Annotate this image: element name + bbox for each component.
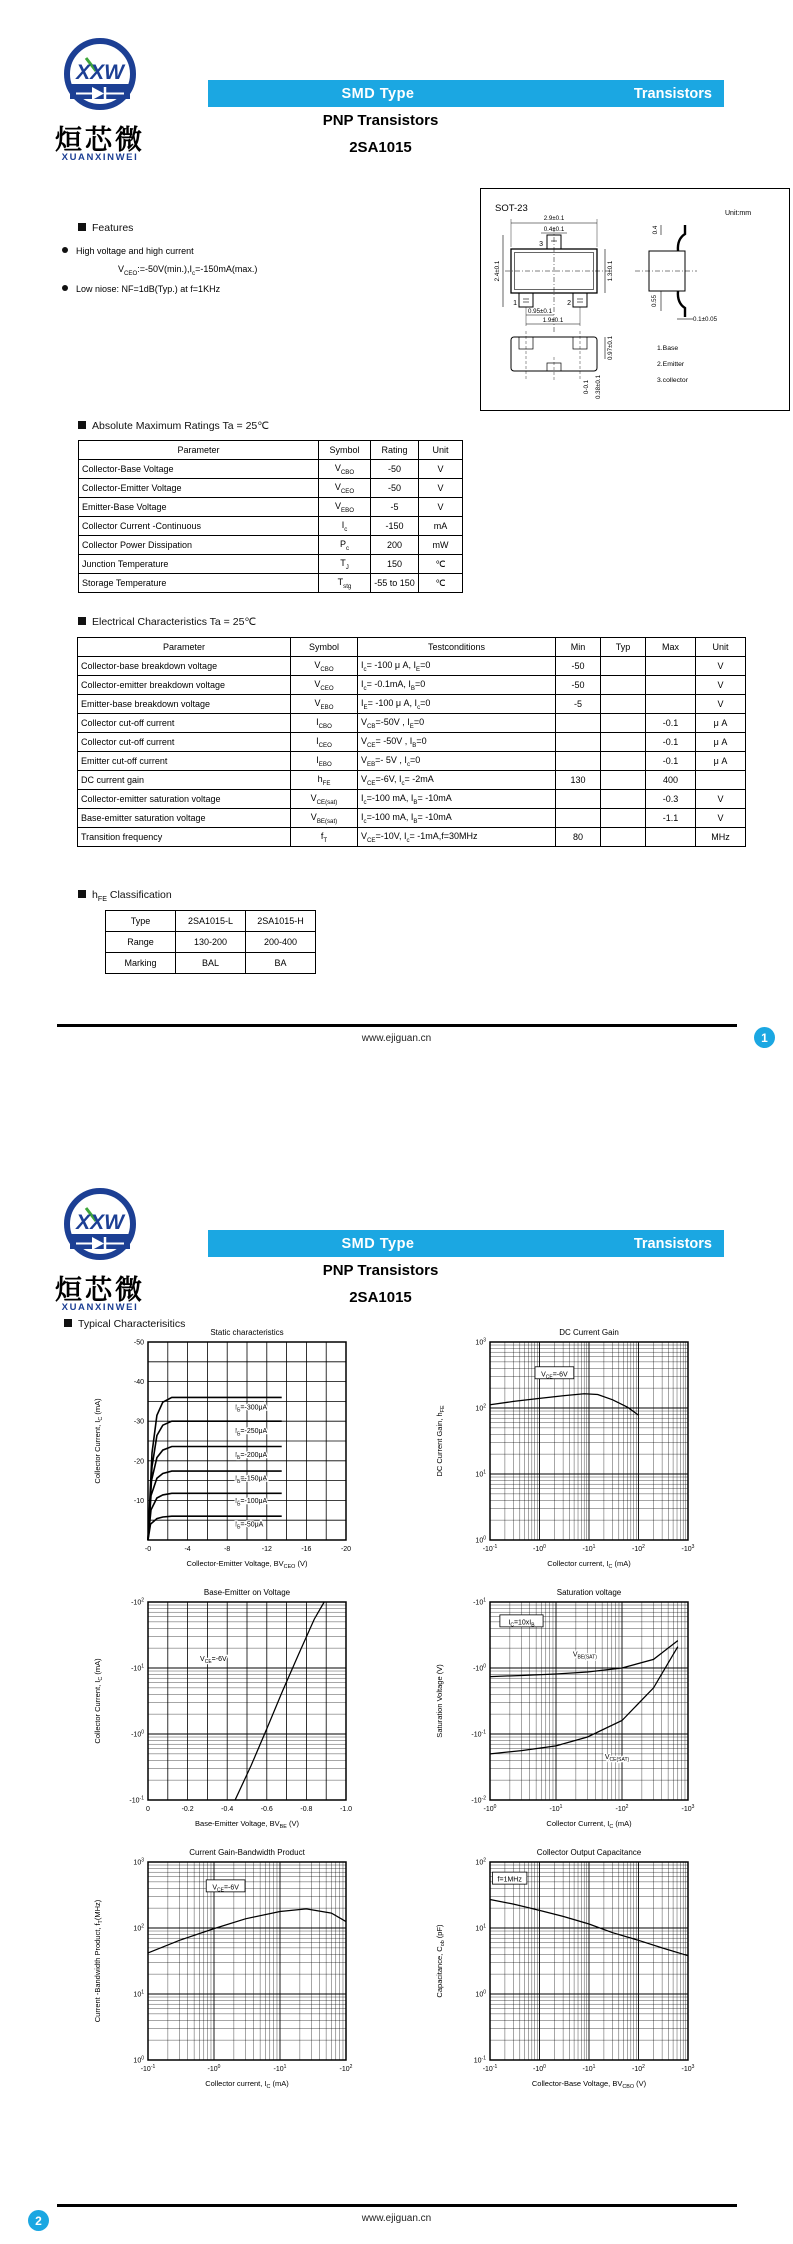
logo-text: XXW xyxy=(76,1211,124,1234)
svg-text:-10-1: $-10^{-1}$ xyxy=(482,2063,498,2073)
svg-text:DC Current Gain: DC Current Gain xyxy=(559,1328,619,1337)
header-bar-left: SMD Type xyxy=(341,1235,415,1252)
cell: Transition frequency xyxy=(78,828,291,847)
cell: V xyxy=(696,657,746,676)
svg-text:-101: $-10^1$ xyxy=(582,2063,596,2073)
cell: Collector Current -Continuous xyxy=(79,517,319,536)
svg-text:Collector-Base Voltage, BVCBO: Collector-Base Voltage, $BV_{CBO}$ (V) xyxy=(531,2079,647,2091)
cell: Marking xyxy=(106,953,176,974)
column-header: Min xyxy=(556,638,601,657)
chart-dc-current-gain xyxy=(430,1326,730,1588)
svg-text:Collector Current, IC (mA): Collector Current, $I_C$ (mA) xyxy=(93,1658,105,1744)
svg-text:Current -Bandwidth Product, fT: Current -Bandwidth Product, $f_T(MHz)$ xyxy=(93,1899,105,2023)
cell: -55 to 150 xyxy=(371,574,419,593)
svg-text:-16: -16 xyxy=(301,1546,312,1553)
cell: ℃ xyxy=(419,555,463,574)
cell: BAL xyxy=(176,953,246,974)
column-header: Testconditions xyxy=(358,638,556,657)
package-name: SOT-23 xyxy=(495,203,528,214)
cell: $V_{BE(sat)}$ xyxy=(291,809,358,828)
svg-text:-40: -40 xyxy=(133,1379,144,1387)
svg-text:-0: -0 xyxy=(144,1546,152,1553)
svg-text:-100: $-10^0$ xyxy=(131,1729,144,1739)
cell: $I_c= -100$ μ A, $I_E=0$ xyxy=(358,657,556,676)
svg-text:102: $10^2$ xyxy=(133,1923,144,1933)
svg-text:-100: $-10^0$ xyxy=(483,1803,497,1813)
cell xyxy=(601,771,646,790)
svg-text:103: $10^3$ xyxy=(133,1857,144,1867)
cell: $I_c= -0.1mA$, $I_B=0$ xyxy=(358,676,556,695)
svg-text:Base-Emitter on Voltage: Base-Emitter on Voltage xyxy=(203,1588,291,1597)
ec-heading: Electrical Characteristics Ta = 25℃ xyxy=(78,616,256,628)
feature-sub-item: $V_{CEO}:=-50V(\min.),I_c=-150mA(\max.)$ xyxy=(118,264,258,277)
header-bar-left: SMD Type xyxy=(341,85,415,102)
svg-text:f=1MHz: f=1MHz xyxy=(497,1876,522,1884)
svg-text:Collector current, IC (mA): Collector current, $I_C$ (mA) xyxy=(547,1559,631,1571)
svg-text:10-1: $10^{-1}$ xyxy=(473,2055,486,2065)
cell xyxy=(556,733,601,752)
header-bar xyxy=(208,1230,724,1257)
cell: 130-200 xyxy=(176,932,246,953)
cell: 200-400 xyxy=(246,932,316,953)
pin2-label: 2 xyxy=(567,300,571,307)
cell: -50 xyxy=(556,676,601,695)
amr-heading: Absolute Maximum Ratings Ta = 25℃ xyxy=(78,420,269,432)
svg-text:-1.0: -1.0 xyxy=(339,1806,353,1813)
table-row xyxy=(79,574,463,593)
svg-text:-102: $-10^2$ xyxy=(615,1803,629,1813)
svg-text:VCE(SAT): $V_{CE(SAT)}$ xyxy=(604,1753,630,1764)
cell: V xyxy=(696,809,746,828)
hfe-table xyxy=(105,910,316,974)
svg-text:-100: $-10^0$ xyxy=(207,2063,221,2073)
doc-title: PNP Transistors xyxy=(322,112,439,129)
svg-text:-101: $-10^1$ xyxy=(273,2063,287,2073)
table-row xyxy=(106,953,316,974)
cell: μ A xyxy=(696,733,746,752)
svg-text:IB=-100μA: $I_B=-100\mu A$ xyxy=(235,1498,268,1508)
cell: V xyxy=(419,498,463,517)
svg-text:Collector-Emitter Voltage, BVC: Collector-Emitter Voltage, $BV_{CEO}$ (V) xyxy=(186,1559,308,1571)
cell: Base-emitter saturation voltage xyxy=(78,809,291,828)
chart-saturation-voltage xyxy=(430,1586,730,1848)
svg-text:IC=10xIB: $I_C=10xI_B$ xyxy=(508,1619,535,1629)
svg-text:-10-2: $-10^{-2}$ xyxy=(471,1795,486,1805)
cell: $I_E= -100$ μ A, $I_c=0$ xyxy=(358,695,556,714)
dim-pad-width: 0.38±0.1 xyxy=(595,374,602,400)
header-bar xyxy=(208,80,724,107)
cell: Collector Power Dissipation xyxy=(79,536,319,555)
cell: Collector-emitter breakdown voltage xyxy=(78,676,291,695)
table-row xyxy=(78,752,746,771)
pin1-label: 1 xyxy=(513,300,517,307)
cell: V xyxy=(419,460,463,479)
svg-text:102: $10^2$ xyxy=(475,1857,486,1867)
cell xyxy=(601,733,646,752)
cell: V xyxy=(696,676,746,695)
cell xyxy=(601,790,646,809)
dim-lead-foot: 0.1±0.05 xyxy=(692,316,718,323)
svg-text:-100: $-10^0$ xyxy=(533,1543,546,1553)
svg-text:101: $10^1$ xyxy=(133,1989,144,1999)
cell: 80 xyxy=(556,828,601,847)
cell: $V_{CE(sat)}$ xyxy=(291,790,358,809)
table-row xyxy=(78,809,746,828)
cell: Collector-Base Voltage xyxy=(79,460,319,479)
cell: Collector cut-off current xyxy=(78,733,291,752)
cell xyxy=(646,657,696,676)
chart-static-characteristics xyxy=(88,1326,388,1588)
svg-text:Current Gain-Bandwidth Product: Current Gain-Bandwidth Product xyxy=(189,1848,305,1857)
package-drawing xyxy=(480,188,790,411)
brand-logo xyxy=(52,34,148,120)
chart-base-emitter-on-voltage xyxy=(88,1586,388,1848)
hfe-heading: $h_{FE}$ Classification xyxy=(78,889,172,903)
square-bullet-icon xyxy=(78,223,86,231)
footer-url: www.ejiguan.cn xyxy=(361,2213,432,2224)
svg-text:-102: $-10^2$ xyxy=(339,2063,353,2073)
column-header: Parameter xyxy=(79,441,319,460)
svg-text:-50: -50 xyxy=(133,1339,144,1347)
cell xyxy=(696,771,746,790)
part-number: 2SA1015 xyxy=(349,139,412,156)
typical-characteristics-heading: Typical Characterisitics xyxy=(64,1318,185,1330)
svg-text:IB=-300μA: $I_B=-300\mu A$ xyxy=(235,1404,268,1414)
table-row xyxy=(106,932,316,953)
column-header: Rating xyxy=(371,441,419,460)
svg-text:-101: $-10^1$ xyxy=(473,1597,486,1607)
dim-tab: 0-0.1 xyxy=(583,379,590,395)
svg-text:-101: $-10^1$ xyxy=(582,1543,596,1553)
column-header: Max xyxy=(646,638,696,657)
svg-text:-8: -8 xyxy=(224,1546,231,1553)
table-row xyxy=(79,517,463,536)
square-bullet-icon xyxy=(78,890,86,898)
svg-text:103: $10^3$ xyxy=(475,1337,486,1347)
svg-text:IB=-50μA: $I_B=-50\mu A$ xyxy=(235,1521,264,1531)
svg-text:-102: $-10^2$ xyxy=(632,2063,645,2073)
pin-legend-collector: 3.collector xyxy=(657,377,688,384)
table-row xyxy=(79,479,463,498)
cell: V xyxy=(696,695,746,714)
table-row xyxy=(79,555,463,574)
cell: Range xyxy=(106,932,176,953)
cell: $I_c=-100$ mA, $I_B= -10mA$ xyxy=(358,790,556,809)
cell xyxy=(601,695,646,714)
svg-text:-10-1: $-10^{-1}$ xyxy=(482,1543,498,1553)
svg-text:DC Current Gain, hFE: DC Current Gain, $h_{FE}$ xyxy=(435,1405,447,1477)
cell xyxy=(601,828,646,847)
svg-text:Collector Output Capacitance: Collector Output Capacitance xyxy=(536,1848,642,1857)
table-row xyxy=(78,790,746,809)
cell: $I_c=-100$ mA, $I_B= -10mA$ xyxy=(358,809,556,828)
svg-text:-101: $-10^1$ xyxy=(549,1803,563,1813)
brand-english-name: XUANXINWEI xyxy=(61,152,139,163)
feature-item: High voltage and high current xyxy=(62,246,194,256)
svg-text:Collector current, IC (mA): Collector current, $I_C$ (mA) xyxy=(205,2079,289,2091)
pin3-label: 3 xyxy=(539,241,543,248)
column-header: Parameter xyxy=(78,638,291,657)
svg-text:-100: $-10^0$ xyxy=(533,2063,546,2073)
svg-text:Collector Current, IC (mA): Collector Current, $I_C$ (mA) xyxy=(546,1819,632,1831)
brand-logo xyxy=(52,1184,148,1270)
cell: $I_{CBO}$ xyxy=(291,714,358,733)
cell xyxy=(646,676,696,695)
cell: -0.3 xyxy=(646,790,696,809)
dim-overall-height: 2.4±0.1 xyxy=(494,260,501,282)
table-row xyxy=(78,676,746,695)
svg-text:-10-1: $-10^{-1}$ xyxy=(129,1795,144,1805)
cell: $V_{CB}=-50V$ , $I_E=0$ xyxy=(358,714,556,733)
features-heading: Features xyxy=(78,222,133,234)
cell: $V_{CEO}$ xyxy=(319,479,371,498)
svg-text:-103: $-10^3$ xyxy=(681,1543,695,1553)
cell: V xyxy=(419,479,463,498)
header-bar-right: Transistors xyxy=(633,1235,712,1252)
table-row xyxy=(78,733,746,752)
cell: V xyxy=(696,790,746,809)
cell xyxy=(601,752,646,771)
svg-text:IB=-200μA: $I_B=-200\mu A$ xyxy=(235,1451,268,1462)
cell: 150 xyxy=(371,555,419,574)
cell: 200 xyxy=(371,536,419,555)
cell: $I_{EBO}$ xyxy=(291,752,358,771)
dim-lead-thickness: 0.4 xyxy=(652,225,659,235)
package-unit: Unit:mm xyxy=(725,210,752,217)
cell: $T_{stg}$ xyxy=(319,574,371,593)
svg-text:VCE=-6V: $V_{CE}=-6V$ xyxy=(541,1371,568,1381)
header-row xyxy=(79,441,463,460)
table-row xyxy=(78,657,746,676)
doc-title: PNP Transistors xyxy=(322,1262,439,1279)
cell: $V_{CE}=-10V$, $I_c= -1mA,f=30MHz$ xyxy=(358,828,556,847)
header-bar-right: Transistors xyxy=(633,85,712,102)
svg-text:VCE=-6V: $V_{CE}=-6V$ xyxy=(212,1884,239,1894)
svg-text:VCE=-6V: $V_{CE}=-6V$ xyxy=(200,1655,227,1666)
page-number-badge: 1 xyxy=(754,1027,775,1048)
svg-text:0: 0 xyxy=(146,1806,150,1813)
cell xyxy=(556,809,601,828)
svg-text:Static characteristics: Static characteristics xyxy=(210,1328,284,1337)
cell: $V_{EBO}$ xyxy=(319,498,371,517)
cell: Collector-emitter saturation voltage xyxy=(78,790,291,809)
cell: Type xyxy=(106,911,176,932)
cell: 2SA1015-L xyxy=(176,911,246,932)
svg-text:Base-Emitter Voltage, BVBE (V): Base-Emitter Voltage, $BV_{BE}$ (V) xyxy=(195,1819,299,1831)
column-header: Typ xyxy=(601,638,646,657)
svg-text:-103: $-10^3$ xyxy=(681,1803,695,1813)
table-row xyxy=(106,911,316,932)
svg-text:-0.8: -0.8 xyxy=(300,1806,313,1813)
square-bullet-icon xyxy=(78,421,86,429)
svg-text:IB=-250μA: $I_B=-250\mu A$ xyxy=(235,1428,268,1438)
svg-text:102: $10^2$ xyxy=(475,1403,486,1413)
svg-text:Collector Current, IC (mA): Collector Current, $I_C$ (mA) xyxy=(93,1398,105,1484)
feature-item: Low niose: NF=1dB(Typ.) at f=1KHz xyxy=(62,284,220,294)
dim-pin-pitch: 0.95±0.1 xyxy=(527,308,553,315)
svg-text:-100: $-10^0$ xyxy=(473,1663,486,1673)
cell xyxy=(646,695,696,714)
cell: $I_{CEO}$ xyxy=(291,733,358,752)
cell xyxy=(646,828,696,847)
dim-body-width: 2.9±0.1 xyxy=(543,215,565,222)
dim-pin-width: 0.4±0.1 xyxy=(543,226,565,233)
table-row xyxy=(78,828,746,847)
svg-text:Capacitance, Cob (pF): Capacitance, $C_{ob}$ (pF) xyxy=(435,1924,447,1998)
cell: Storage Temperature xyxy=(79,574,319,593)
cell: -5 xyxy=(556,695,601,714)
cell: -0.1 xyxy=(646,714,696,733)
dim-body-height: 1.3±0.1 xyxy=(607,260,614,282)
footer-url: www.ejiguan.cn xyxy=(361,1033,432,1044)
footer-rule xyxy=(57,1024,737,1027)
svg-text:-0.4: -0.4 xyxy=(221,1806,234,1813)
cell: DC current gain xyxy=(78,771,291,790)
amr-table xyxy=(78,440,463,593)
cell xyxy=(601,714,646,733)
dot-bullet-icon xyxy=(62,247,68,253)
dim-pad-length: 0.97±0.1 xyxy=(607,335,614,361)
dot-bullet-icon xyxy=(62,285,68,291)
logo-text: XXW xyxy=(76,61,124,84)
cell: BA xyxy=(246,953,316,974)
cell: Emitter cut-off current xyxy=(78,752,291,771)
cell: MHz xyxy=(696,828,746,847)
column-header: Unit xyxy=(419,441,463,460)
cell: μ A xyxy=(696,752,746,771)
chart-collector-output-capacitance xyxy=(430,1846,730,2108)
svg-text:-102: $-10^2$ xyxy=(632,1543,645,1553)
header-row xyxy=(78,638,746,657)
cell: $V_{CE}=-6V$, $I_c= -2mA$ xyxy=(358,771,556,790)
column-header: Symbol xyxy=(319,441,371,460)
cell: 2SA1015-H xyxy=(246,911,316,932)
cell: ℃ xyxy=(419,574,463,593)
brand-chinese-name: 烜芯微 xyxy=(55,125,145,155)
chart-gain-bandwidth-product xyxy=(88,1846,388,2108)
svg-text:-20: -20 xyxy=(340,1546,352,1553)
svg-text:-10-1: $-10^{-1}$ xyxy=(471,1729,486,1739)
cell: $V_{CEO}$ xyxy=(291,676,358,695)
table-row xyxy=(79,498,463,517)
cell: $I_c$ xyxy=(319,517,371,536)
cell xyxy=(601,676,646,695)
brand-english-name: XUANXINWEI xyxy=(61,1302,139,1313)
dim-pin-span: 1.9±0.1 xyxy=(542,317,564,324)
svg-text:-10-1: $-10^{-1}$ xyxy=(140,2063,156,2073)
cell: $V_{CBO}$ xyxy=(319,460,371,479)
cell xyxy=(556,714,601,733)
cell: $P_c$ xyxy=(319,536,371,555)
brand-chinese-name: 烜芯微 xyxy=(55,1275,145,1305)
cell: -0.1 xyxy=(646,752,696,771)
square-bullet-icon xyxy=(64,1319,72,1327)
svg-text:VBE(SAT): $V_{BE(SAT)}$ xyxy=(572,1651,597,1661)
svg-text:-103: $-10^3$ xyxy=(681,2063,695,2073)
cell: $V_{CBO}$ xyxy=(291,657,358,676)
svg-text:100: $10^0$ xyxy=(475,1535,486,1545)
svg-text:100: $10^0$ xyxy=(475,1989,486,1999)
cell: -5 xyxy=(371,498,419,517)
cell: $V_{CE}= -50V$ , $I_B=0$ xyxy=(358,733,556,752)
table-row xyxy=(78,714,746,733)
cell: -50 xyxy=(556,657,601,676)
table-row xyxy=(79,536,463,555)
cell xyxy=(601,657,646,676)
table-row xyxy=(78,695,746,714)
ec-table xyxy=(77,637,746,847)
cell: $T_J$ xyxy=(319,555,371,574)
svg-text:IB=-150μA: $I_B=-150\mu A$ xyxy=(235,1475,268,1485)
pin-legend-base: 1.Base xyxy=(657,345,679,352)
table-row xyxy=(78,771,746,790)
cell: Collector-base breakdown voltage xyxy=(78,657,291,676)
svg-text:-20: -20 xyxy=(133,1458,144,1466)
svg-text:100: $10^0$ xyxy=(133,2055,144,2065)
svg-text:-101: $-10^1$ xyxy=(131,1663,144,1673)
svg-text:101: $10^1$ xyxy=(475,1469,486,1479)
cell: -1.1 xyxy=(646,809,696,828)
cell: mA xyxy=(419,517,463,536)
cell: Emitter-base breakdown voltage xyxy=(78,695,291,714)
cell xyxy=(556,790,601,809)
cell: -50 xyxy=(371,479,419,498)
cell: mW xyxy=(419,536,463,555)
svg-text:-12: -12 xyxy=(261,1546,272,1553)
dim-standoff: 0.55 xyxy=(651,294,658,308)
table-row xyxy=(79,460,463,479)
svg-text:-0.6: -0.6 xyxy=(260,1806,273,1813)
page-number-badge: 2 xyxy=(28,2210,49,2231)
cell: -50 xyxy=(371,460,419,479)
cell: $V_{EB}=-$ 5V , $I_c=0$ xyxy=(358,752,556,771)
svg-text:-102: $-10^2$ xyxy=(131,1597,144,1607)
cell: $f_T$ xyxy=(291,828,358,847)
cell: 400 xyxy=(646,771,696,790)
cell: Junction Temperature xyxy=(79,555,319,574)
cell: Emitter-Base Voltage xyxy=(79,498,319,517)
svg-text:-30: -30 xyxy=(133,1418,144,1426)
svg-text:Saturation voltage: Saturation voltage xyxy=(556,1588,622,1597)
column-header: Unit xyxy=(696,638,746,657)
footer-rule xyxy=(57,2204,737,2207)
cell xyxy=(601,809,646,828)
square-bullet-icon xyxy=(78,617,86,625)
column-header: Symbol xyxy=(291,638,358,657)
cell: $h_{FE}$ xyxy=(291,771,358,790)
cell: -0.1 xyxy=(646,733,696,752)
cell: μ A xyxy=(696,714,746,733)
cell xyxy=(556,752,601,771)
cell: Collector-Emitter Voltage xyxy=(79,479,319,498)
svg-text:-10: -10 xyxy=(133,1497,144,1505)
svg-text:101: $10^1$ xyxy=(475,1923,486,1933)
svg-text:-4: -4 xyxy=(184,1546,191,1553)
pin-legend-emitter: 2.Emitter xyxy=(657,361,685,368)
cell: $V_{EBO}$ xyxy=(291,695,358,714)
cell: Collector cut-off current xyxy=(78,714,291,733)
cell: -150 xyxy=(371,517,419,536)
svg-text:Saturation Voltage (V): Saturation Voltage (V) xyxy=(435,1664,444,1738)
svg-text:-0.2: -0.2 xyxy=(181,1806,194,1813)
part-number: 2SA1015 xyxy=(349,1289,412,1306)
cell: 130 xyxy=(556,771,601,790)
